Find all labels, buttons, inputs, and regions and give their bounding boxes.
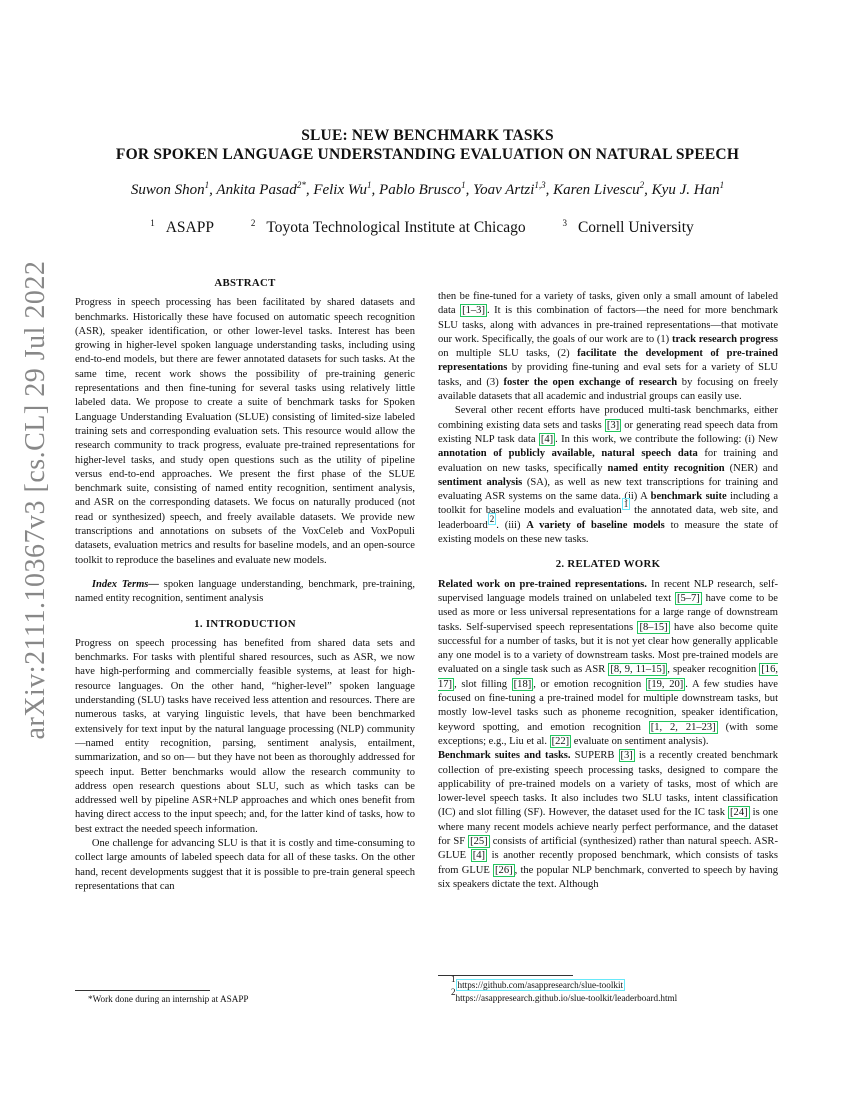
- author: Ankita Pasad$^{2*}$: [216, 180, 306, 198]
- author: Karen Livescu$^2$: [553, 180, 645, 198]
- author-list: Suwon Shon$^1$, Ankita Pasad$^{2*}$, Felix Wu$^1$, Pablo Brusco$^1$, Yoav Artzi$^{1,3}$, Karen Livescu$^2$, Kyu J. Han$^1$: [130, 180, 725, 198]
- left-column: [75, 276, 415, 894]
- author: Kyu J. Han$^1$: [651, 180, 725, 198]
- intro-paragraph-2: One challenge for advancing SLU is that it is costly and time-consuming to collect large amounts of labeled speech data for all of these tasks. On the other hand, recent developments suggest that it is possible to pre-train general speech representations that can: [75, 837, 415, 892]
- intro-paragraph-3: then be fine-tuned for a variety of tasks, given only a small amount of labeled data [1–3] . It is this combination of factors—the need for more benchmark SLU tasks, along with advances in pre-trained representations—that motivate our work. Specifically, the goals of our work are to (1) track research progress on multiple SLU tasks, (2) facilitate the development of pre-trained representations by providing fine-tuning and eval sets for a variety of SLU tasks, and (3) foster the open exchange of research by focusing on freely available datasets that all academic and industrial groups can easily use.: [438, 291, 779, 403]
- citation-link[interactable]: [8–15]: [639, 621, 668, 633]
- citation-link[interactable]: [4]: [540, 433, 554, 445]
- footnote-left: *Work done during an internship at ASAPP: [88, 994, 249, 1004]
- footnote-link[interactable]: 1: [623, 499, 629, 510]
- related-work-heading: 2. RELATED WORK: [555, 558, 661, 571]
- affiliation: $^3$ Cornell University: [562, 218, 694, 236]
- citation-link[interactable]: [19, 20]: [647, 678, 684, 690]
- citation-link[interactable]: [18]: [513, 678, 532, 690]
- citation-link[interactable]: [4]: [472, 850, 486, 862]
- related-paragraph-2: Benchmark suites and tasks. SUPERB [3] is a recently created benchmark collection of pre-existing speech processing tasks, designed to compare the applicability of pre-trained models on a variety of tasks, most of which are lower-level speech tasks. It also includes two SLU tasks, intent classification (IC) and slot filling (SF). However, the dataset used for the IC task [24] is one where many recent models achieve nearly perfect performance, and the dataset for SF [25] consists of artificial (synthesized) rather than natural speech. ASR-GLUE [4] is another recently proposed benchmark, which consists of tasks from GLUE [26] , the popular NLP benchmark, converted to speech by having six speakers dictate the text. Although: [438, 750, 779, 890]
- abstract-heading: ABSTRACT: [214, 277, 276, 289]
- citation-link[interactable]: [22]: [551, 735, 570, 747]
- author: Felix Wu$^1$: [313, 180, 372, 198]
- author: Pablo Brusco$^1$: [379, 180, 466, 198]
- citation-link[interactable]: [3]: [606, 419, 620, 431]
- title-line-2: FOR SPOKEN LANGUAGE UNDERSTANDING EVALUATION ON NATURAL SPEECH: [115, 146, 740, 163]
- citation-link[interactable]: [16, 17]: [438, 664, 778, 690]
- paper-title: [75, 126, 780, 164]
- citation-link[interactable]: [24]: [730, 807, 748, 819]
- index-terms: Index Terms— spoken language understanding, benchmark, pre-training, named entity recognition, sentiment analysis: [75, 578, 415, 605]
- author: Suwon Shon$^1$: [130, 180, 210, 198]
- intro-paragraph-1: Progress on speech processing has benefited from shared data sets and benchmarks. For tasks with plentiful shared resources, such as ASR, we now have high-performing and commercially feasible systems, at least for high-resource languages. On the other hand, “higher-level” spoken language understanding (SLU) tasks have received less attention and resources. There are numerous tasks, at varying linguistic levels, that have been benchmarked extensively for text input by the natural language processing (NLP) community—named entity recognition, parsing, sentiment analysis, entailment, summarization, and so on— but they have not been as thoroughly addressed for speech input. Better benchmarks would allow the research community to address open research questions about SLU, such as which tasks can be addressed well by pipeline ASR+NLP approaches and which ones benefit from having direct access to the input speech; and, for the latter kind of tasks, how to best extract the needed speech information.: [75, 637, 415, 835]
- footnote-rule-left: [75, 990, 210, 991]
- citation-link[interactable]: [3]: [620, 750, 633, 762]
- footnote-link[interactable]: 2: [489, 513, 495, 524]
- citation-link[interactable]: [25]: [470, 835, 488, 847]
- author: Yoav Artzi$^{1,3}$: [473, 180, 546, 198]
- right-column: [438, 290, 778, 892]
- title-line-1: SLUE: NEW BENCHMARK TASKS: [301, 127, 554, 144]
- citation-link[interactable]: [26]: [495, 864, 513, 876]
- affiliation: $^2$ Toyota Technological Institute at Chicago: [250, 218, 526, 236]
- leaderboard-url-link[interactable]: https://asappresearch.github.io/slue-toolkit/leaderboard.html: [455, 993, 678, 1003]
- arxiv-identifier: arXiv:2111.10367v3 [cs.CL] 29 Jul 2022: [20, 260, 51, 740]
- affiliations: [75, 219, 780, 237]
- intro-paragraph-4: Several other recent efforts have produced multi-task benchmarks, either combining existing data sets and tasks [3] or generating read speech data from existing NLP task data [4] . In this work, we contribute the following: (i) New annotation of publicly available, natural speech data for training and evaluation on new tasks, specifically named entity recognition (NER) and sentiment analysis (SA), as well as new text transcriptions for training and evaluating ASR systems on the same data. (ii) A benchmark suite including a toolkit for baseline models and evaluation$^1$ the annotated data, web site, and leaderboard$^2$. (iii) A variety of baseline models to measure the state of existing models on these new tasks.: [438, 405, 779, 546]
- introduction-heading: 1. INTRODUCTION: [194, 617, 296, 630]
- abstract-text: Progress in speech processing has been facilitated by shared datasets and benchmarks. Historically these have focused on automatic speech recognition (ASR), speaker identification, or other lower-level tasks. Interest has been growing in higher-level spoken language understanding tasks, including using end-to-end models, but there are fewer annotated datasets for such tasks. At the same time, recent work shows the possibility of pre-training generic representations and then fine-tuning for several tasks using relatively little labeled data. We propose to create a suite of benchmark tasks for Spoken Language Understanding Evaluation (SLUE) consisting of limited-size labeled training sets and corresponding evaluation sets. This resource would allow the research community to track progress, evaluate pre-trained representations for higher-level tasks, and study open questions such as the utility of pipeline versus end-to-end approaches. We present the first phase of the SLUE benchmark suite, consisting of named entity recognition, sentiment analysis, and ASR on the corresponding datasets. We focus on naturally produced (not read or synthesized) speech, and freely available datasets. We provide new transcriptions and annotations on subsets of the VoxCeleb and VoxPopuli datasets, evaluation metrics and results for baseline models, and an open-source toolkit to reproduce the baselines and evaluate new models.: [75, 297, 415, 566]
- footnote-2: $^2$https://asappresearch.github.io/slue-toolkit/leaderboard.html: [451, 987, 678, 1003]
- citation-link[interactable]: [5–7]: [676, 592, 700, 604]
- related-paragraph-1: Related work on pre-trained representations. In recent NLP research, self-supervised language models trained on unlabeled text [5–7] have come to be used as more or less universal representations for a large range of downstream tasks. Self-supervised speech representations [8–15] have also become quite successful for a number of tasks, but it is not yet clear how generally applicable any one model is to a variety of downstream tasks. Most pre-trained models are evaluated on a single task such as ASR [8, 9, 11–15] , speaker recognition [16, 17] , slot filling [18] , or emotion recognition [19, 20] . A few studies have focused on fine-tuning a pre-trained model for multiple downstream tasks, but mostly low-level tasks such as phoneme recognition, speaker identification, keyword spotting, and emotion recognition [1, 2, 21–23] (with some exceptions; e.g., Liu et al. [22] evaluate on sentiment analysis).: [438, 578, 778, 747]
- toolkit-url-link[interactable]: https://github.com/asappresearch/slue-toolkit: [457, 980, 624, 990]
- arxiv-sidebar-stamp: [16, 260, 56, 740]
- citation-link[interactable]: [1, 2, 21–23]: [650, 721, 716, 733]
- affiliation: $^1$ ASAPP: [150, 218, 214, 236]
- footnote-rule-right: [438, 975, 573, 976]
- citation-link[interactable]: [8, 9, 11–15]: [610, 664, 666, 676]
- footnote-1: $^1$https://github.com/asappresearch/slue-toolkit: [451, 974, 624, 990]
- citation-link[interactable]: [1–3]: [462, 305, 485, 317]
